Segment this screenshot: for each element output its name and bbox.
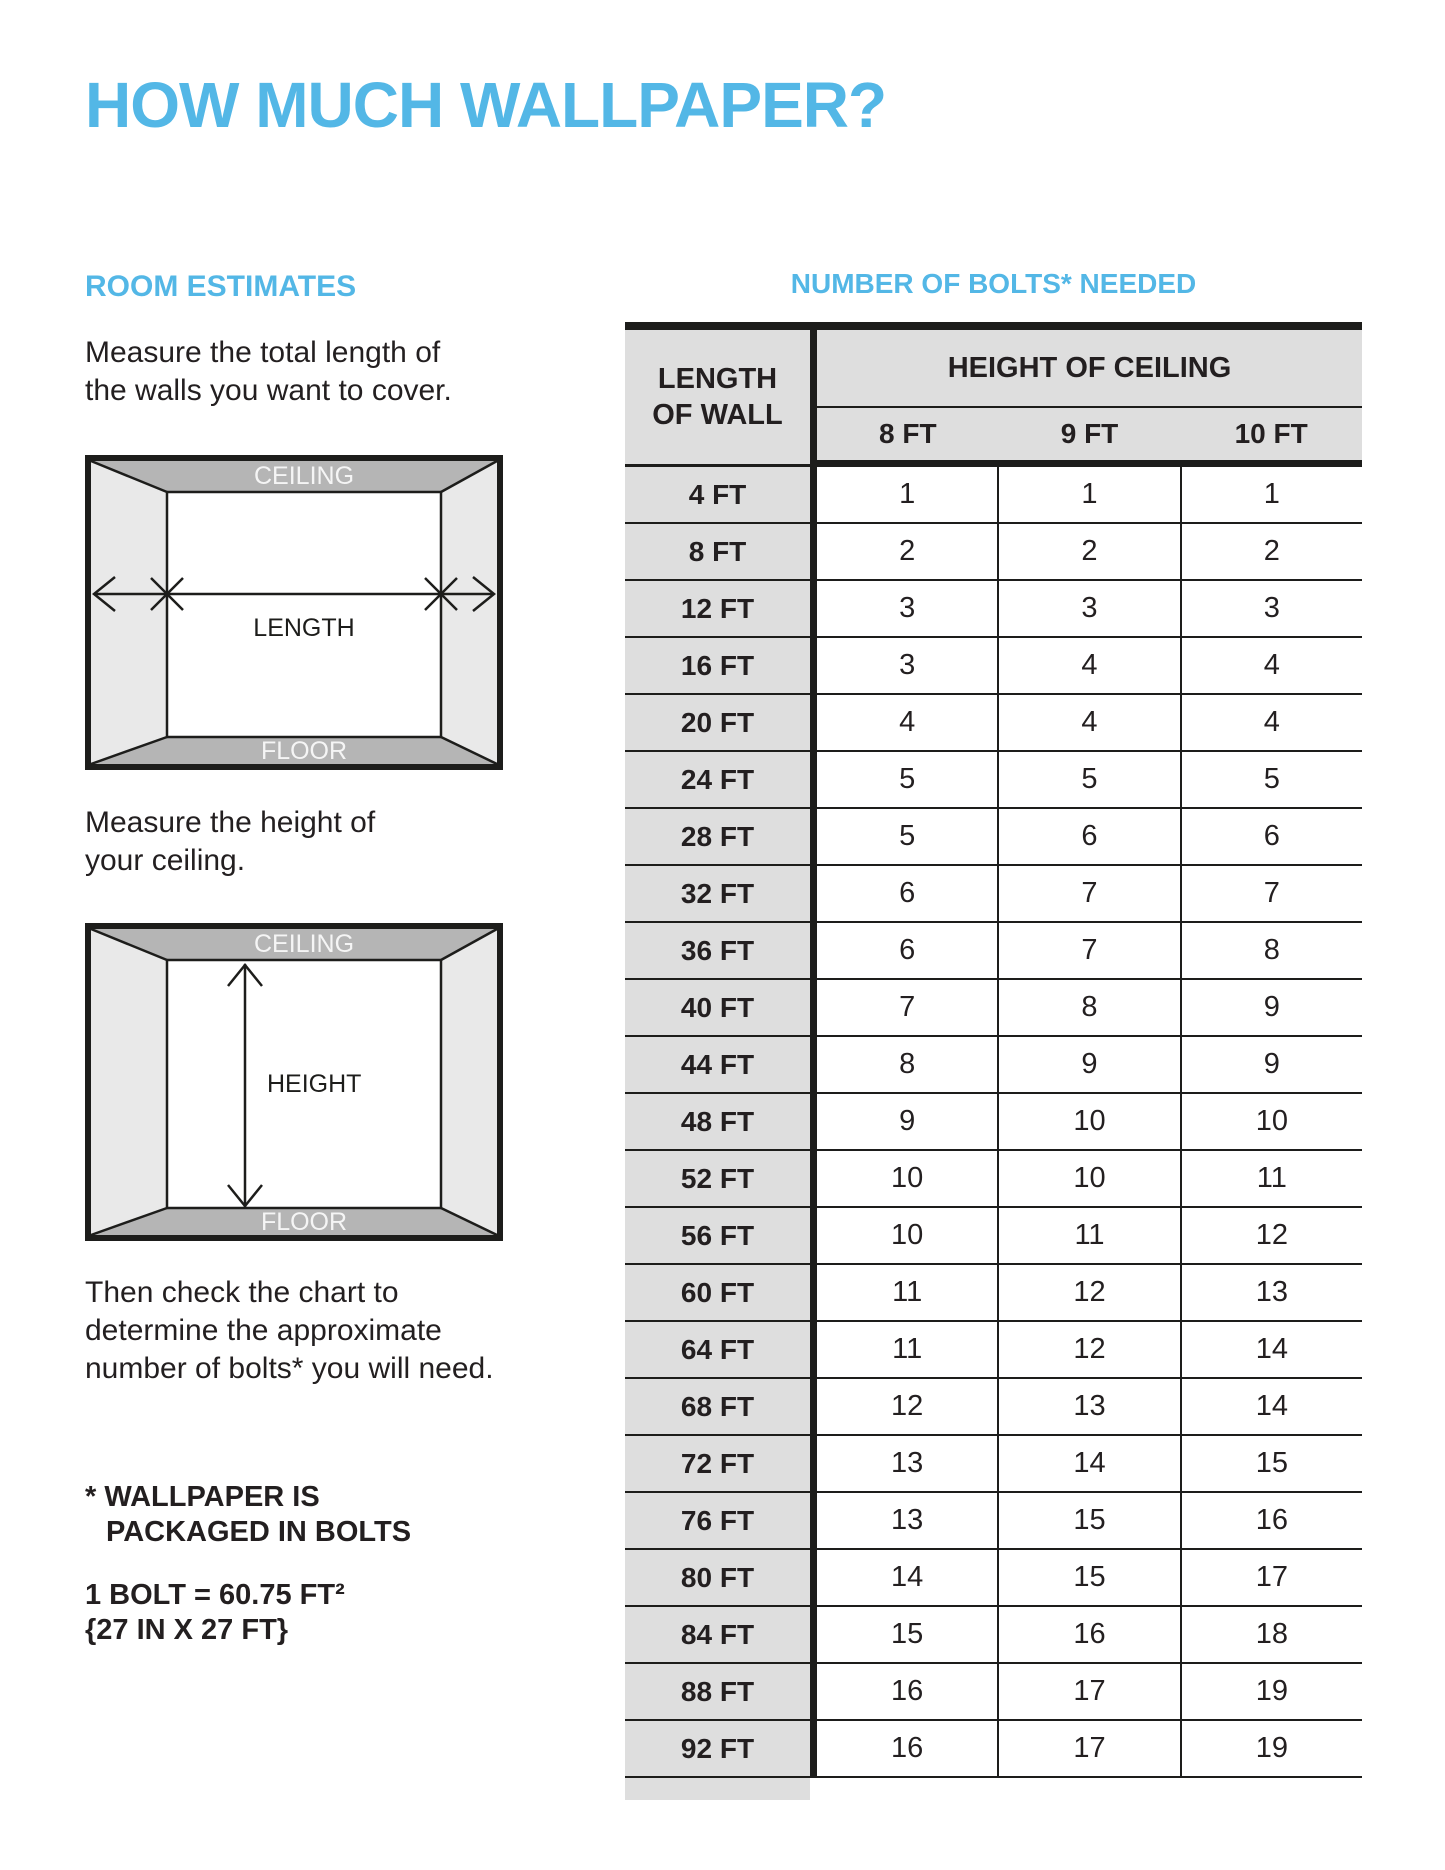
table-row	[817, 923, 1362, 980]
column-header-8ft: 8 FT	[879, 418, 937, 449]
footnote-line: * WALLPAPER IS	[85, 1481, 320, 1513]
wall-length-label: 48 FT	[625, 1094, 810, 1151]
wall-length-label: 84 FT	[625, 1607, 810, 1664]
bolt-count-cell: 13	[891, 1504, 924, 1536]
wall-length-label: 52 FT	[625, 1151, 810, 1208]
table-row	[817, 1664, 1362, 1721]
wall-length-labels	[625, 467, 810, 1778]
bolt-count-cell: 16	[891, 1732, 924, 1764]
table-row	[817, 638, 1362, 695]
bolt-count-cell: 16	[1180, 1493, 1362, 1548]
table-row	[817, 1721, 1362, 1778]
bolt-count-cell: 2	[899, 535, 916, 567]
bolt-count-cell: 2	[1180, 524, 1362, 579]
floor-label: FLOOR	[260, 737, 348, 765]
instruction-line: the walls you want to cover.	[85, 374, 452, 407]
instruction-line: Measure the height of	[85, 806, 376, 839]
bolt-count-cell: 4	[997, 695, 1179, 750]
instruction-line: determine the approximate	[85, 1314, 442, 1347]
check-chart-instruction	[85, 1274, 494, 1388]
table-row	[817, 1379, 1362, 1436]
bolt-count-cell: 12	[1180, 1208, 1362, 1263]
bolt-count-cell: 9	[997, 1037, 1179, 1092]
bolt-count-cell: 19	[1180, 1664, 1362, 1719]
bolt-count-cell: 11	[997, 1208, 1179, 1263]
room-length-diagram	[85, 455, 503, 770]
table-thick-divider	[810, 330, 817, 1778]
measure-height-instruction	[85, 804, 375, 880]
table-row	[817, 1436, 1362, 1493]
bolt-count-cell: 5	[997, 752, 1179, 807]
bolts-needed-heading: NUMBER OF BOLTS* NEEDED	[790, 268, 1197, 299]
table-row	[817, 1208, 1362, 1265]
bolt-count-cell: 10	[891, 1219, 924, 1251]
height-label: HEIGHT	[267, 1070, 362, 1098]
bolt-spec-line: 1 BOLT = 60.75 FT²	[85, 1579, 345, 1611]
wall-length-label: 64 FT	[625, 1322, 810, 1379]
bolt-count-cell: 4	[997, 638, 1179, 693]
table-row	[817, 581, 1362, 638]
bolt-count-cell: 13	[997, 1379, 1179, 1434]
bolt-count-cell: 7	[997, 866, 1179, 921]
table-row	[817, 866, 1362, 923]
wall-length-label: 92 FT	[625, 1721, 810, 1778]
wall-length-label: 40 FT	[625, 980, 810, 1037]
wall-length-label: 36 FT	[625, 923, 810, 980]
wall-length-label: 4 FT	[625, 467, 810, 524]
bolt-count-cell: 1	[997, 467, 1179, 522]
wall-length-label: 12 FT	[625, 581, 810, 638]
wall-length-label: 68 FT	[625, 1379, 810, 1436]
table-top-border	[625, 322, 1362, 330]
wall-length-label: 16 FT	[625, 638, 810, 695]
room-estimates-heading: ROOM ESTIMATES	[85, 270, 357, 303]
bolt-count-cell: 5	[899, 820, 916, 852]
table-row	[817, 1550, 1362, 1607]
bolt-count-cell: 10	[997, 1094, 1179, 1149]
bolt-count-cell: 9	[1180, 1037, 1362, 1092]
wall-length-label: 44 FT	[625, 1037, 810, 1094]
bolt-count-cell: 9	[1180, 980, 1362, 1035]
bolt-count-cell: 8	[899, 1048, 916, 1080]
bolt-count-cell: 14	[891, 1561, 924, 1593]
wall-length-column	[625, 330, 810, 1800]
table-row	[817, 467, 1362, 524]
wall-length-label: 24 FT	[625, 752, 810, 809]
height-of-ceiling-header: HEIGHT OF CEILING	[817, 330, 1362, 408]
bolt-count-cell: 7	[899, 991, 916, 1023]
header-line: OF WALL	[652, 399, 783, 431]
length-label: LENGTH	[253, 614, 355, 642]
table-row	[817, 752, 1362, 809]
length-of-wall-header	[625, 330, 810, 467]
bolt-count-cell: 17	[997, 1721, 1179, 1776]
room-length-diagram-svg	[85, 455, 503, 770]
bolt-count-cell: 6	[997, 809, 1179, 864]
table-row	[817, 1094, 1362, 1151]
right-wall-surface	[441, 929, 497, 1235]
bolt-count-cell: 5	[899, 763, 916, 795]
column-header-9ft: 9 FT	[1060, 418, 1119, 449]
bolt-count-cell: 16	[891, 1675, 924, 1707]
header-thick-rule	[817, 460, 1362, 467]
instruction-line: number of bolts* you will need.	[85, 1352, 494, 1385]
page-title: HOW MUCH WALLPAPER?	[85, 69, 887, 141]
bolt-count-cell: 11	[1180, 1151, 1362, 1206]
instruction-line: Measure the total length of	[85, 336, 441, 369]
footnote-line: PACKAGED IN BOLTS	[106, 1516, 412, 1548]
bolt-count-cell: 15	[891, 1618, 924, 1650]
bolt-count-cell: 15	[997, 1550, 1179, 1605]
wall-length-label: 20 FT	[625, 695, 810, 752]
bolts-footnote	[85, 1480, 411, 1550]
room-height-diagram	[85, 923, 503, 1241]
ceiling-label: CEILING	[253, 930, 355, 958]
bolt-count-cell: 12	[891, 1390, 924, 1422]
bolt-count-cell: 8	[1180, 923, 1362, 978]
bolt-count-cell: 10	[997, 1151, 1179, 1206]
bolt-size-spec	[85, 1578, 345, 1648]
wall-length-label: 72 FT	[625, 1436, 810, 1493]
ceiling-height-area	[817, 330, 1362, 1800]
bolt-count-cell: 14	[1180, 1322, 1362, 1377]
wall-length-label: 8 FT	[625, 524, 810, 581]
bolt-count-cell: 2	[997, 524, 1179, 579]
bolt-count-cell: 14	[1180, 1379, 1362, 1434]
bolt-count-cell: 6	[1180, 809, 1362, 864]
left-wall-surface	[91, 929, 167, 1235]
floor-label: FLOOR	[260, 1208, 348, 1236]
table-row	[817, 695, 1362, 752]
instruction-line: your ceiling.	[85, 844, 246, 877]
right-wall-surface	[441, 461, 497, 764]
table-row	[817, 524, 1362, 581]
bolt-count-cell: 8	[997, 980, 1179, 1035]
bolt-count-cell: 15	[997, 1493, 1179, 1548]
bolt-count-cell: 15	[1180, 1436, 1362, 1491]
wall-length-label: 60 FT	[625, 1265, 810, 1322]
bolt-count-cell: 11	[892, 1276, 923, 1308]
bolt-count-cell: 1	[899, 478, 916, 510]
bolt-count-cell: 10	[891, 1162, 924, 1194]
header-line: LENGTH	[657, 363, 778, 395]
bolt-count-cell: 3	[899, 592, 916, 624]
wall-length-label: 28 FT	[625, 809, 810, 866]
table-row	[817, 1607, 1362, 1664]
bolts-table	[625, 322, 1362, 1800]
room-height-diagram-svg	[85, 923, 503, 1241]
bolt-count-cell: 13	[1180, 1265, 1362, 1320]
bolt-count-cell: 4	[899, 706, 916, 738]
bolt-count-cell: 14	[997, 1436, 1179, 1491]
bolt-count-cell: 1	[1180, 467, 1362, 522]
bolt-count-cell: 3	[1180, 581, 1362, 636]
bolt-count-cell: 6	[899, 934, 916, 966]
bolt-count-cell: 13	[891, 1447, 924, 1479]
bolt-count-cell: 3	[997, 581, 1179, 636]
measure-length-instruction	[85, 334, 452, 410]
bolt-count-cell: 4	[1180, 695, 1362, 750]
bolt-count-cell: 19	[1180, 1721, 1362, 1776]
bolt-count-cell: 11	[892, 1333, 923, 1365]
ceiling-label: CEILING	[253, 462, 355, 490]
left-wall-surface	[91, 461, 167, 764]
bolt-table-body	[817, 467, 1362, 1778]
bolt-count-cell: 10	[1180, 1094, 1362, 1149]
ceiling-height-column-headers	[817, 408, 1362, 460]
table-row	[817, 1322, 1362, 1379]
bolt-count-cell: 18	[1180, 1607, 1362, 1662]
table-row	[817, 809, 1362, 866]
bolt-spec-line: {27 IN X 27 FT}	[85, 1614, 289, 1646]
bolt-count-cell: 17	[997, 1664, 1179, 1719]
wall-length-label: 32 FT	[625, 866, 810, 923]
table-row	[817, 1151, 1362, 1208]
wall-length-label: 80 FT	[625, 1550, 810, 1607]
column-stub	[625, 1778, 810, 1800]
bolt-count-cell: 7	[997, 923, 1179, 978]
bolt-count-cell: 7	[1180, 866, 1362, 921]
wall-length-label: 88 FT	[625, 1664, 810, 1721]
instruction-line: Then check the chart to	[85, 1276, 399, 1309]
bolt-count-cell: 3	[899, 649, 916, 681]
bolt-count-cell: 5	[1180, 752, 1362, 807]
table-row	[817, 980, 1362, 1037]
bolt-count-cell: 9	[899, 1105, 916, 1137]
bolt-count-cell: 4	[1180, 638, 1362, 693]
table-row	[817, 1037, 1362, 1094]
table-row	[817, 1493, 1362, 1550]
wall-length-label: 56 FT	[625, 1208, 810, 1265]
wall-length-label: 76 FT	[625, 1493, 810, 1550]
bolt-count-cell: 6	[899, 877, 916, 909]
bolt-count-cell: 12	[997, 1322, 1179, 1377]
bolt-count-cell: 16	[997, 1607, 1179, 1662]
bolt-count-cell: 12	[997, 1265, 1179, 1320]
table-row	[817, 1265, 1362, 1322]
column-header-10ft: 10 FT	[1234, 418, 1308, 449]
bolt-count-cell: 17	[1180, 1550, 1362, 1605]
